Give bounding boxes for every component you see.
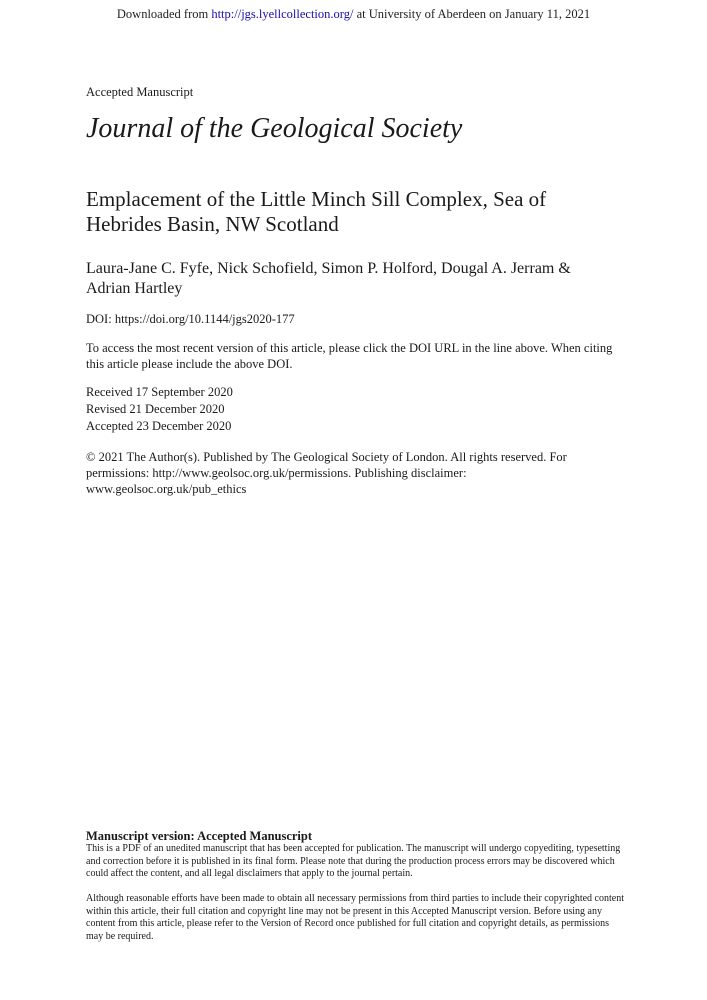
download-source-link[interactable]: http://jgs.lyellcollection.org/ [211,7,354,21]
received-date: Received 17 September 2020 [86,385,233,399]
manuscript-disclaimer: This is a PDF of an unedited manuscript that has been accepted for publication. The manuscript will undergo copyediting, typesetting and correction before it is published in its final form. Please note that during the production process errors may be discovered which could affect the content, and all legal disclaimers that apply to the journal pertain. [86,843,621,879]
author-list: Laura-Jane C. Fyfe, Nick Schofield, Simon P. Holford, Dougal A. Jerram & Adrian Hartley [86,260,571,297]
date-history [86,384,233,435]
journal-title: Journal of the Geological Society [86,113,463,144]
doi-line[interactable]: DOI: https://doi.org/10.1144/jgs2020-177 [86,312,295,326]
access-note: To access the most recent version of this article, please click the DOI URL in the line above. When citing this article please include the above DOI. [86,341,613,371]
article-title: Emplacement of the Little Minch Sill Complex, Sea of Hebrides Basin, NW Scotland [86,187,547,236]
manuscript-version-heading: Manuscript version: Accepted Manuscript [86,829,313,843]
download-suffix: at University of Aberdeen on January 11, 2021 [353,7,591,21]
copyright-notice: © 2021 The Author(s). Published by The Geological Society of London. All rights reserved. For permissions: http://www.geolsoc.org.uk/permissions. Publishing disclaimer: www.geolsoc.org.uk/pub_ethics [86,450,567,496]
permissions-disclaimer: Although reasonable efforts have been made to obtain all necessary permissions from third parties to include their copyrighted content within this article, their full citation and copyright line may not be present in this Accepted Manuscript version. Before using any content from this article, please refer to the Version of Record once published for full citation and copyright details, as permissions may be required. [86,893,624,942]
accepted-manuscript-label: Accepted Manuscript [86,85,194,99]
download-notice [0,7,707,22]
revised-date: Revised 21 December 2020 [86,402,225,416]
accepted-date: Accepted 23 December 2020 [86,419,232,433]
download-prefix: Downloaded from [116,7,212,21]
